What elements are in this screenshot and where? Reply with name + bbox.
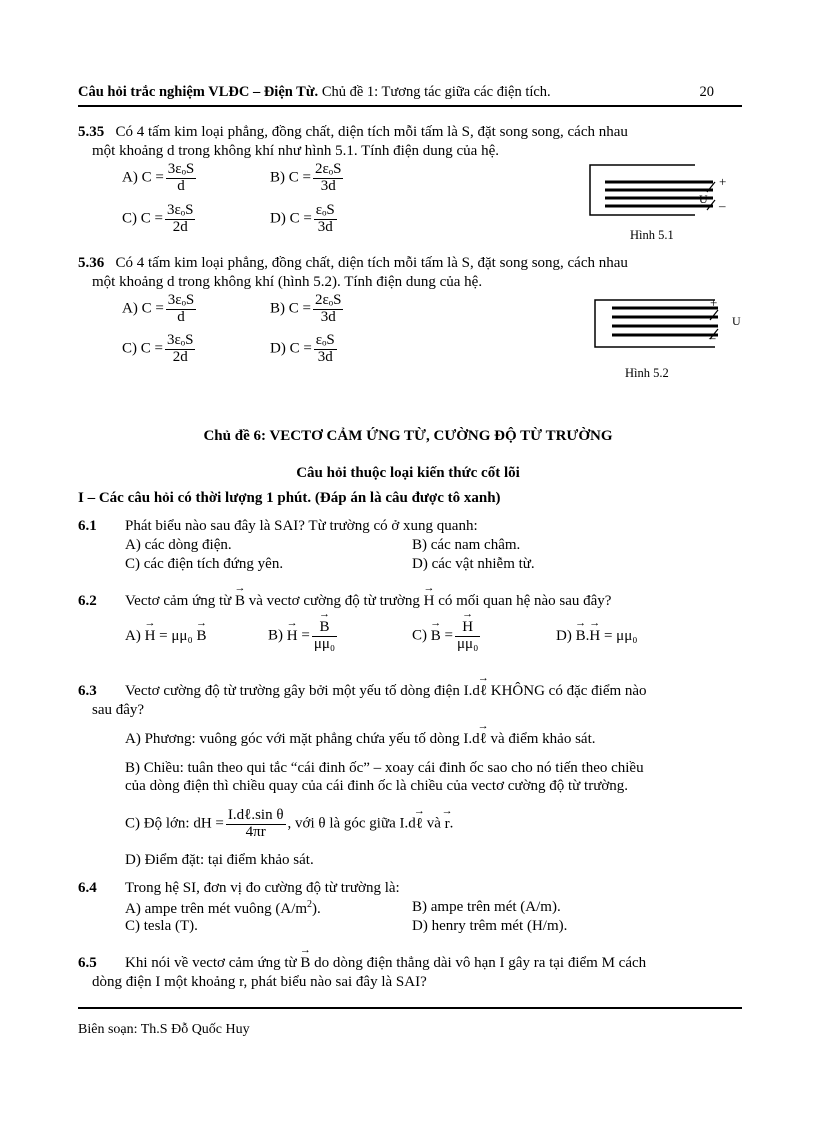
q64-option-d: D) henry trêm mét (H/m).	[412, 918, 568, 934]
header-title-bold: Câu hỏi trắc nghiệm VLĐC – Điện Từ.	[78, 84, 319, 100]
q61-option-d: D) các vật nhiễm từ.	[412, 556, 535, 572]
q63-option-b-line1: B) Chiều: tuân theo qui tắc “cái đinh ốc” – xoay cái đinh ốc sao cho nó tiến theo chiều	[125, 760, 644, 776]
figure-5-1	[585, 160, 745, 230]
svg-text:–: –	[709, 330, 716, 345]
q61-text: Phát biểu nào sau đây là SAI? Từ trường có ở xung quanh:	[125, 518, 478, 534]
q62-option-a: A) → H = μμ₀ → B	[125, 628, 206, 645]
page-header	[78, 84, 742, 101]
q536-option-b: B) C = $\frac{\text{2εₒS}}{3d}$	[270, 292, 342, 325]
q535-option-a: A) C = $\frac{\text{3εₒS}}{d}$	[122, 161, 195, 194]
q61-option-b: B) các nam châm.	[412, 537, 521, 553]
q61-option-a: A) các dòng điện.	[125, 537, 232, 553]
q65-line2: dòng điện I một khoảng r, phát biểu nào sai đây là SAI?	[92, 974, 427, 990]
q65-num: 6.5	[78, 955, 97, 971]
figure-5-1-caption: Hình 5.1	[630, 228, 674, 242]
topic-title: Chủ đề 6: VECTƠ CẢM ỨNG TỪ, CƯỜNG ĐỘ TỪ TRƯỜNG	[203, 428, 613, 444]
svg-text:U: U	[732, 314, 741, 328]
page-number: 20	[699, 84, 714, 100]
section-title: Câu hỏi thuộc loại kiến thức cốt lõi	[296, 465, 520, 481]
q63-option-b-line2: của dòng điện thì chiều quay của cái đinh ốc là chiều của vectơ cường độ từ trường.	[125, 778, 629, 794]
q536-line2: một khoảng d trong không khí (hình 5.2). Tính điện dung của hệ.	[92, 274, 483, 290]
q535-line2: một khoảng d trong không khí như hình 5.1. Tính điện dung của hệ.	[92, 143, 499, 159]
q535-option-b: B) C = $\frac{\text{2εₒS}}{3d}$	[270, 161, 342, 194]
q535-line1: 5.35 Có 4 tấm kim loại phẳng, đồng chất, diện tích mỗi tấm là S, đặt song song, cách nhau	[78, 124, 628, 140]
q63-line1: Vectơ cường độ từ trường gây bởi một yếu tố dòng điện I.d→ ℓ KHÔNG có đặc điểm nào	[125, 683, 647, 700]
q65-line1: Khi nói về vectơ cảm ứng từ → B do dòng điện thẳng dài vô hạn I gây ra tại điểm M cách	[125, 955, 646, 972]
svg-text:U: U	[699, 192, 708, 206]
q64-option-c: C) tesla (T).	[125, 918, 198, 934]
footer-author: Biên soạn: Th.S Đỗ Quốc Huy	[78, 1022, 250, 1037]
svg-text:+: +	[710, 295, 718, 310]
footer-rule	[78, 1007, 742, 1009]
figure-5-2-caption: Hình 5.2	[625, 366, 669, 380]
q63-line2: sau đây?	[92, 702, 145, 718]
svg-text:–: –	[719, 198, 726, 213]
q62-option-d: D) → B.→ H = μμ₀	[556, 628, 637, 645]
svg-text:+: +	[719, 174, 727, 189]
part-title: I – Các câu hỏi có thời lượng 1 phút. (Đáp án là câu được tô xanh)	[78, 490, 501, 506]
q61-option-c: C) các điện tích đứng yên.	[125, 556, 284, 572]
q64-text: Trong hệ SI, đơn vị đo cường độ từ trường là:	[125, 880, 400, 896]
q63-option-c: C) Độ lớn: dH = $\frac{\text{I.dℓ.sin θ}}{4\pi r}$ , với θ là góc giữa I.d→ ℓ và → r.	[125, 808, 453, 841]
q62-text: Vectơ cảm ứng từ → B và vectơ cường độ từ trường → H có mối quan hệ nào sau đây?	[125, 593, 611, 610]
q63-num: 6.3	[78, 683, 97, 699]
q63-option-d: D) Điểm đặt: tại điểm khảo sát.	[125, 852, 314, 868]
header-title-rest: Chủ đề 1: Tương tác giữa các điện tích.	[318, 84, 551, 100]
q64-option-a: A) ampe trên mét vuông $(A/m^2)$.	[125, 899, 321, 917]
q62-option-c: C) → B = → $\frac{H}{\text{μμ₀}}$	[412, 620, 482, 653]
figure-5-2	[590, 292, 750, 362]
q63-option-a: A) Phương: vuông góc với mặt phẳng chứa yếu tố dòng I.d→ ℓ và điểm khảo sát.	[125, 731, 596, 748]
q536-line1: 5.36 Có 4 tấm kim loại phẳng, đồng chất, diện tích mỗi tấm là S, đặt song song, cách nhau	[78, 255, 628, 271]
header-rule	[78, 105, 742, 107]
q62-option-b: B) → H = → $\frac{B}{\text{μμ₀}}$	[268, 620, 339, 653]
q535-option-c: C) C = $\frac{\text{3εₒS}}{2d}$	[122, 202, 194, 235]
q536-option-c: C) C = $\frac{\text{3εₒS}}{2d}$	[122, 332, 194, 365]
q536-option-d: D) C = $\frac{\text{εₒS}}{3d}$	[270, 332, 335, 365]
q61-num: 6.1	[78, 518, 97, 534]
q64-option-b: B) ampe trên mét (A/m).	[412, 899, 561, 915]
q62-num: 6.2	[78, 593, 97, 609]
q536-option-a: A) C = $\frac{\text{3εₒS}}{d}$	[122, 292, 195, 325]
q64-num: 6.4	[78, 880, 97, 896]
q535-option-d: D) C = $\frac{\text{εₒS}}{3d}$	[270, 202, 335, 235]
